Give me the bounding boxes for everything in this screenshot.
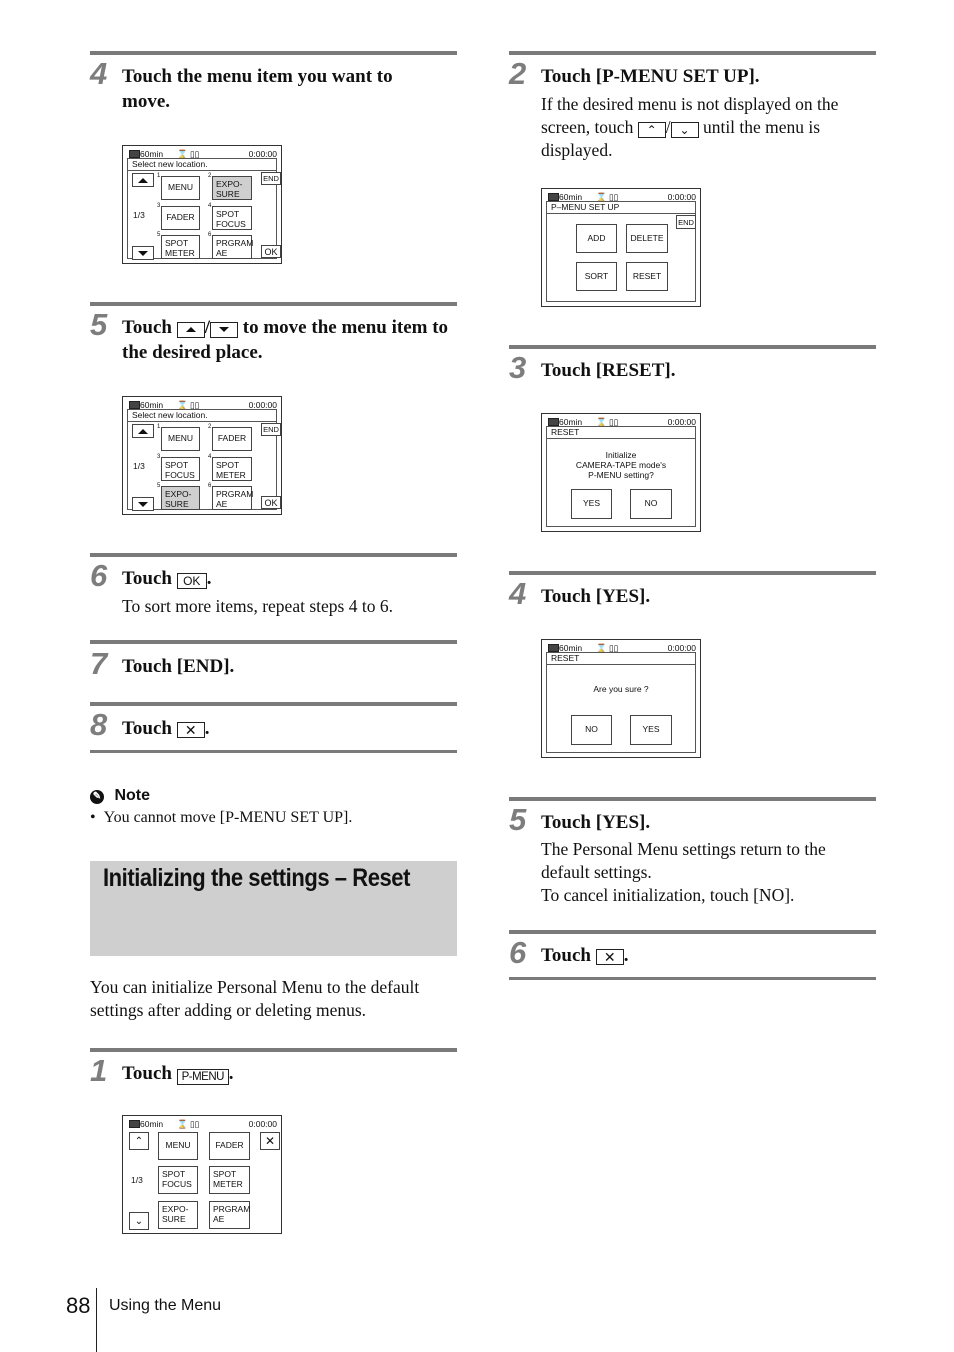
- screen-body: [546, 201, 696, 302]
- timecode: 0:00:00: [667, 643, 696, 653]
- slot-number: 5: [157, 232, 161, 238]
- end-button[interactable]: END: [261, 423, 281, 436]
- battery-time: 60min: [140, 1119, 164, 1129]
- slot-number: 3: [157, 454, 161, 460]
- note-heading: [90, 787, 150, 805]
- step-8-rule: [90, 702, 457, 706]
- step-7-number: 7: [90, 646, 108, 681]
- tape-icon: ⌛ ▯▯: [177, 1119, 200, 1129]
- slot-number: 5: [157, 483, 161, 489]
- step-7-rule: [90, 640, 457, 644]
- reset-step-4-rule: [509, 571, 876, 575]
- section-intro: You can initialize Personal Menu to the default settings after adding or deleting menus.: [90, 977, 420, 1020]
- step-4-number: 4: [90, 56, 108, 91]
- battery-icon: [129, 401, 140, 409]
- page-indicator: 1/3: [131, 1175, 143, 1185]
- step-5-touch: Touch: [122, 317, 172, 338]
- menu-item-button-selected[interactable]: EXPO-SURE: [212, 176, 252, 200]
- lcd-screen-sort-2: [122, 396, 282, 515]
- double-chevron-down-icon: ⌄: [134, 1215, 144, 1227]
- screen-body: [127, 158, 277, 259]
- step-6-body: To sort more items, repeat steps 4 to 6.: [122, 596, 393, 616]
- arrow-up-icon: [138, 429, 148, 434]
- screen-body: [127, 1128, 277, 1229]
- timecode: 0:00:00: [667, 192, 696, 202]
- step-5-number: 5: [90, 307, 108, 342]
- section-title: Initializing the settings – Reset: [103, 864, 410, 892]
- menu-item-button[interactable]: SPOT METER: [212, 457, 252, 481]
- note-bullet: • You cannot move [P-MENU SET UP].: [90, 809, 353, 826]
- arrow-down-icon: [138, 251, 148, 256]
- slot-number: 6: [208, 232, 212, 238]
- tape-icon: ⌛ ▯▯: [596, 192, 619, 202]
- screen-body: [127, 409, 277, 510]
- reset-step-6-heading: Touch ✕ .: [541, 945, 629, 966]
- step-4-heading: Touch the menu item you want to move.: [122, 66, 393, 112]
- scroll-up-button[interactable]: [132, 173, 154, 187]
- reset-step-2-rule: [509, 51, 876, 55]
- slot-number: 6: [208, 483, 212, 489]
- double-chevron-down-icon: ⌄: [671, 122, 699, 138]
- close-icon: ✕: [177, 722, 205, 738]
- timecode: 0:00:00: [248, 400, 277, 410]
- menu-item-button[interactable]: SPOT FOCUS: [158, 1166, 198, 1194]
- timecode: 0:00:00: [248, 149, 277, 159]
- footer-divider: [96, 1288, 97, 1352]
- close-button[interactable]: [260, 1132, 280, 1150]
- slot-number: 2: [208, 173, 212, 179]
- battery-icon: [548, 418, 559, 426]
- page-indicator: 1/3: [133, 210, 145, 220]
- menu-item-button[interactable]: SPOT FOCUS: [212, 206, 252, 230]
- menu-item-button[interactable]: SPOT METER: [209, 1166, 250, 1194]
- down-button-icon: [210, 322, 238, 338]
- arrow-up-icon: [138, 178, 148, 183]
- menu-item-button[interactable]: MENU: [161, 176, 200, 200]
- reset-step-3-number: 3: [509, 350, 527, 385]
- reset-step-1-touch: Touch: [122, 1063, 172, 1084]
- menu-item-button[interactable]: FADER: [161, 206, 200, 230]
- ok-button[interactable]: OK: [261, 496, 281, 509]
- step-6-touch: Touch: [122, 568, 172, 589]
- step-6-rule: [90, 553, 457, 557]
- reset-step-5-body: [541, 838, 876, 907]
- menu-item-button[interactable]: SPOT FOCUS: [161, 457, 200, 481]
- reset-step-2-number: 2: [509, 56, 527, 91]
- lcd-screen-are-you-sure: [541, 639, 701, 758]
- close-icon: ✕: [264, 1134, 276, 1148]
- battery-time: 60min: [140, 400, 164, 410]
- menu-item-button-selected[interactable]: EXPO-SURE: [161, 486, 200, 510]
- menu-item-button[interactable]: MENU: [161, 427, 200, 451]
- step-7-heading: Touch [END].: [122, 656, 235, 677]
- slot-number: 2: [208, 424, 212, 430]
- step-5-rule: [90, 302, 457, 306]
- step-5-heading: Touch / to move the menu item to the desired place.: [122, 317, 449, 363]
- battery-icon: [129, 1120, 140, 1128]
- tape-icon: ⌛ ▯▯: [177, 400, 200, 410]
- step-2-text-b: until the menu is displayed.: [541, 117, 821, 160]
- note-text: You cannot move [P-MENU SET UP].: [103, 809, 353, 826]
- screen-banner: Select new location.: [132, 159, 208, 169]
- tape-icon: ⌛ ▯▯: [596, 417, 619, 427]
- menu-item-button[interactable]: EXPO-SURE: [158, 1201, 198, 1229]
- slot-number: 4: [208, 454, 212, 460]
- end-button[interactable]: END: [261, 172, 281, 185]
- battery-icon: [129, 150, 140, 158]
- reset-step-1-heading: Touch P-MENU .: [122, 1063, 234, 1084]
- battery-icon: [548, 193, 559, 201]
- yes-button[interactable]: YES: [630, 715, 672, 745]
- close-icon: ✕: [596, 949, 624, 965]
- menu-item-button[interactable]: PRGRAM AE: [212, 235, 252, 259]
- screen-banner: RESET: [551, 653, 580, 663]
- screen-banner: P–MENU SET UP: [551, 202, 620, 212]
- no-button[interactable]: NO: [630, 489, 672, 519]
- screen-body: [546, 426, 696, 527]
- scroll-down-button[interactable]: [132, 246, 154, 260]
- screen-banner: RESET: [551, 427, 580, 437]
- reset-step-2-heading: Touch [P-MENU SET UP].: [541, 66, 760, 87]
- slot-number: 4: [208, 203, 212, 209]
- menu-item-button[interactable]: FADER: [209, 1132, 250, 1160]
- section-banner: [90, 861, 457, 956]
- lcd-screen-sort-1: [122, 145, 282, 264]
- battery-icon: [548, 644, 559, 652]
- battery-time: 60min: [559, 192, 583, 202]
- battery-time: 60min: [559, 417, 583, 427]
- lcd-screen-reset-confirm: [541, 413, 701, 532]
- scroll-down-button[interactable]: [132, 497, 154, 511]
- yes-button[interactable]: YES: [571, 489, 612, 519]
- no-button[interactable]: NO: [571, 715, 612, 745]
- reset-end-rule: [509, 977, 876, 980]
- confirm-message: Are you sure ?: [593, 684, 649, 694]
- reset-button[interactable]: RESET: [626, 262, 668, 291]
- reset-message-line: CAMERA-TAPE mode's: [575, 460, 667, 470]
- reset-step-3-rule: [509, 345, 876, 349]
- up-button-icon: [177, 322, 205, 338]
- sort-button[interactable]: SORT: [576, 262, 617, 291]
- end-button[interactable]: END: [676, 215, 696, 229]
- reset-step-5-heading: Touch [YES].: [541, 812, 651, 833]
- slot-number: 1: [157, 424, 161, 430]
- battery-time: 60min: [140, 149, 164, 159]
- reset-step-4-number: 4: [509, 576, 527, 611]
- menu-item-button[interactable]: FADER: [212, 427, 252, 451]
- step-2-text-a: If the desired menu is not displayed on the screen, touch: [541, 94, 839, 137]
- page-down-button[interactable]: [129, 1212, 149, 1230]
- double-chevron-up-icon: ⌃: [638, 122, 666, 138]
- reset-step-4-heading: Touch [YES].: [541, 586, 651, 607]
- scroll-up-button[interactable]: [132, 424, 154, 438]
- reset-step-3-heading: Touch [RESET].: [541, 360, 676, 381]
- step-5-text-1: The Personal Menu settings return to the default settings.: [541, 839, 826, 882]
- page-up-button[interactable]: [129, 1132, 149, 1150]
- arrow-down-icon: [138, 502, 148, 507]
- step-8-number: 8: [90, 707, 108, 742]
- delete-button[interactable]: DELETE: [626, 224, 668, 253]
- reset-step-5-number: 5: [509, 802, 527, 837]
- note-icon: ✎: [90, 790, 104, 804]
- reset-step-6-number: 6: [509, 935, 527, 970]
- page-number: 88: [66, 1293, 91, 1318]
- lcd-screen-p-menu: [122, 1115, 282, 1234]
- steps-end-rule: [90, 750, 457, 753]
- ok-button[interactable]: OK: [261, 245, 281, 258]
- page-indicator: 1/3: [133, 461, 145, 471]
- reset-step-6-touch: Touch: [541, 945, 591, 966]
- footer-section: Using the Menu: [109, 1297, 222, 1314]
- menu-item-button[interactable]: PRGRAM AE: [212, 486, 252, 510]
- reset-step-2-body: If the desired menu is not displayed on the screen, touch ⌃ / ⌄ until the menu is displayed.: [541, 94, 839, 160]
- add-button[interactable]: ADD: [576, 224, 617, 253]
- timecode: 0:00:00: [248, 1119, 277, 1129]
- reset-step-6-rule: [509, 930, 876, 934]
- slot-number: 1: [157, 173, 161, 179]
- reset-message-line: P-MENU setting?: [588, 470, 654, 480]
- timecode: 0:00:00: [667, 417, 696, 427]
- menu-item-button[interactable]: PRGRAM AE: [209, 1201, 250, 1229]
- screen-body: [546, 652, 696, 753]
- reset-step-1-rule: [90, 1048, 457, 1052]
- note-title: Note: [114, 787, 151, 804]
- reset-message-line: Initialize: [605, 450, 637, 460]
- step-4-rule: [90, 51, 457, 55]
- double-chevron-up-icon: ⌃: [134, 1135, 144, 1147]
- step-8-touch: Touch: [122, 718, 172, 739]
- tape-icon: ⌛ ▯▯: [596, 643, 619, 653]
- tape-icon: ⌛ ▯▯: [177, 149, 200, 159]
- step-5-text-2: To cancel initialization, touch [NO].: [541, 885, 795, 905]
- battery-time: 60min: [559, 643, 583, 653]
- step-5-text: to move the menu item to the desired place.: [122, 317, 449, 363]
- slot-number: 3: [157, 203, 161, 209]
- step-6-heading: Touch OK .: [122, 568, 212, 589]
- screen-banner: Select new location.: [132, 410, 208, 420]
- ok-icon: OK: [177, 573, 207, 589]
- lcd-screen-p-menu-setup: [541, 188, 701, 307]
- menu-item-button[interactable]: SPOT METER: [161, 235, 200, 259]
- menu-item-button[interactable]: MENU: [158, 1132, 198, 1160]
- reset-step-1-number: 1: [90, 1053, 108, 1088]
- p-menu-icon: P-MENU: [177, 1069, 229, 1085]
- step-6-number: 6: [90, 558, 108, 593]
- reset-step-5-rule: [509, 797, 876, 801]
- step-8-heading: Touch ✕ .: [122, 718, 210, 739]
